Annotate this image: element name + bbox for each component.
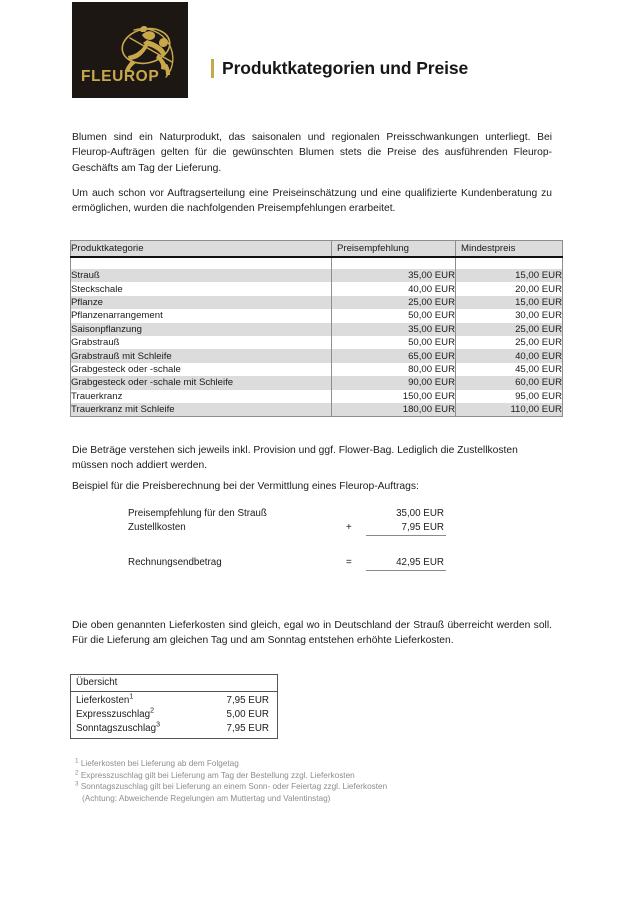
calculation-label: Zustellkosten bbox=[128, 522, 186, 533]
cell-minimum: 15,00 EUR bbox=[456, 296, 563, 309]
calculation-row-base-price bbox=[128, 508, 488, 522]
cell-minimum: 60,00 EUR bbox=[456, 376, 563, 389]
cell-minimum: 25,00 EUR bbox=[456, 336, 563, 349]
footnote-item bbox=[75, 770, 525, 782]
page-title-text: Produktkategorien und Preise bbox=[222, 58, 469, 78]
overview-body bbox=[71, 692, 277, 738]
intro-paragraph-1: Blumen sind ein Naturprodukt, das saisonalen und regionalen Preisschwankungen unterliegt. Bei Fleurop-Aufträgen gelten für die gewünschten Blumen stets die Preise des ausführenden Fleurop-Geschäfts am Tag der Lieferung. bbox=[72, 132, 552, 174]
cell-recommended: 180,00 EUR bbox=[332, 403, 456, 417]
cell-recommended: 80,00 EUR bbox=[332, 363, 456, 376]
delivery-paragraph: Die oben genannten Lieferkosten sind gleich, egal wo in Deutschland der Strauß überreicht werden soll. Für die Lieferung am gleichen Tag und am Sonntag entstehen erhöhte Lieferkosten. bbox=[72, 620, 552, 647]
table-row bbox=[71, 376, 563, 389]
cell-recommended: 150,00 EUR bbox=[332, 390, 456, 403]
table-row bbox=[71, 309, 563, 322]
cell-minimum: 15,00 EUR bbox=[456, 269, 563, 282]
cell-category: Steckschale bbox=[71, 283, 123, 295]
cell-minimum: 95,00 EUR bbox=[456, 390, 563, 403]
column-header-category: Produktkategorie bbox=[71, 241, 332, 258]
page-title bbox=[211, 58, 468, 79]
footnotes bbox=[75, 758, 525, 804]
price-table-header bbox=[71, 241, 563, 258]
cell-category: Strauß bbox=[71, 270, 100, 282]
cell-category: Grabstrauß bbox=[71, 337, 120, 349]
calculation-gap bbox=[128, 536, 488, 557]
table-row bbox=[71, 269, 563, 282]
cell-category: Saisonpflanzung bbox=[71, 323, 142, 335]
table-row bbox=[71, 336, 563, 349]
cell-minimum: 30,00 EUR bbox=[456, 309, 563, 322]
cell-minimum: 110,00 EUR bbox=[456, 403, 563, 417]
overview-box bbox=[70, 674, 278, 739]
overview-row bbox=[71, 721, 277, 735]
logo-wordmark: FLEUROP bbox=[81, 68, 160, 85]
calculation-row-total bbox=[128, 557, 488, 571]
cell-minimum: 25,00 EUR bbox=[456, 323, 563, 336]
cell-recommended: 50,00 EUR bbox=[332, 336, 456, 349]
cell-recommended: 40,00 EUR bbox=[332, 282, 456, 295]
table-row bbox=[71, 363, 563, 376]
footnote-marker: 3 bbox=[156, 721, 160, 729]
cell-minimum: 20,00 EUR bbox=[456, 282, 563, 295]
fleurop-logo bbox=[72, 2, 188, 98]
cell-category: Grabstrauß mit Schleife bbox=[71, 350, 172, 362]
footnote-marker: 1 bbox=[129, 693, 134, 701]
column-header-recommended: Preisempfehlung bbox=[332, 241, 456, 258]
cell-category: Trauerkranz bbox=[71, 390, 123, 402]
footnote-marker: 3 bbox=[75, 780, 79, 788]
table-row bbox=[71, 403, 563, 417]
overview-value: 5,00 EUR bbox=[226, 708, 269, 720]
footnote-marker: 1 bbox=[75, 757, 79, 765]
overview-title: Übersicht bbox=[71, 675, 277, 692]
amounts-note: Die Beträge verstehen sich jeweils inkl. Provision und ggf. Flower-Bag. Lediglich die Zustellkosten müssen noch addiert werden. bbox=[72, 445, 518, 472]
calculation-row-delivery bbox=[128, 522, 488, 536]
price-table bbox=[70, 240, 563, 417]
footnote-text: Lieferkosten bei Lieferung ab dem Folgetag bbox=[80, 759, 239, 768]
footnote-marker: 2 bbox=[150, 707, 154, 715]
overview-row bbox=[71, 707, 277, 721]
overview-value: 7,95 EUR bbox=[226, 694, 269, 706]
footnote-text: Expresszuschlag gilt bei Lieferung am Tag der Bestellung zzgl. Lieferkosten bbox=[80, 770, 355, 780]
footnote-item bbox=[75, 758, 525, 770]
cell-recommended: 35,00 EUR bbox=[332, 323, 456, 336]
cell-category: Grabgesteck oder -schale mit Schleife bbox=[71, 377, 234, 389]
cell-recommended: 65,00 EUR bbox=[332, 349, 456, 362]
calculation-operator: + bbox=[346, 522, 352, 533]
footnote-item bbox=[75, 781, 525, 793]
cell-category: Pflanze bbox=[71, 296, 103, 308]
table-spacer-row bbox=[71, 257, 563, 269]
document-header bbox=[0, 0, 642, 110]
calculation-amount: 7,95 EUR bbox=[366, 522, 446, 536]
footnote-text: Sonntagszuschlag gilt bei Lieferung an einem Sonn- oder Feiertag zzgl. Lieferkosten bbox=[80, 782, 388, 792]
table-row bbox=[71, 282, 563, 295]
intro-paragraph-2: Um auch schon vor Auftragserteilung eine Preiseinschätzung und eine qualifizierte Kundenberatung zu ermöglichen, wurden die nachfolgenden Preisempfehlungen erarbeitet. bbox=[72, 188, 552, 215]
overview-label: Expresszuschlag$^2$ bbox=[76, 707, 154, 720]
overview-label: Lieferkosten$^1$ bbox=[76, 693, 134, 706]
calculation-example bbox=[128, 508, 488, 571]
cell-minimum: 45,00 EUR bbox=[456, 363, 563, 376]
cell-recommended: 50,00 EUR bbox=[332, 309, 456, 322]
calculation-label: Rechnungsendbetrag bbox=[128, 557, 222, 568]
calculation-amount: 35,00 EUR bbox=[396, 508, 444, 519]
cell-recommended: 25,00 EUR bbox=[332, 296, 456, 309]
table-row bbox=[71, 349, 563, 362]
calculation-label: Preisempfehlung für den Strauß bbox=[128, 508, 267, 519]
footnote-addendum: (Achtung: Abweichende Regelungen am Muttertag und Valentinstag) bbox=[82, 793, 331, 803]
example-intro: Beispiel für die Preisberechnung bei der Vermittlung eines Fleurop-Auftrags: bbox=[72, 481, 419, 492]
cell-category: Pflanzenarrangement bbox=[71, 310, 163, 322]
column-header-minimum: Mindestpreis bbox=[456, 241, 563, 258]
table-row bbox=[71, 390, 563, 403]
calculation-operator: = bbox=[346, 557, 352, 568]
cell-recommended: 90,00 EUR bbox=[332, 376, 456, 389]
title-accent-bar bbox=[211, 59, 214, 78]
cell-minimum: 40,00 EUR bbox=[456, 349, 563, 362]
overview-row bbox=[71, 693, 277, 707]
table-header-row bbox=[71, 241, 563, 258]
table-row bbox=[71, 323, 563, 336]
cell-category: Grabgesteck oder -schale bbox=[71, 363, 181, 375]
table-row bbox=[71, 296, 563, 309]
overview-value: 7,95 EUR bbox=[226, 722, 269, 734]
calculation-amount: 42,95 EUR bbox=[366, 557, 446, 571]
footnote-marker: 2 bbox=[75, 768, 79, 776]
price-table-body bbox=[71, 257, 563, 417]
overview-label: Sonntagszuschlag$^3$ bbox=[76, 721, 160, 734]
cell-category: Trauerkranz mit Schleife bbox=[71, 404, 175, 416]
cell-recommended: 35,00 EUR bbox=[332, 269, 456, 282]
